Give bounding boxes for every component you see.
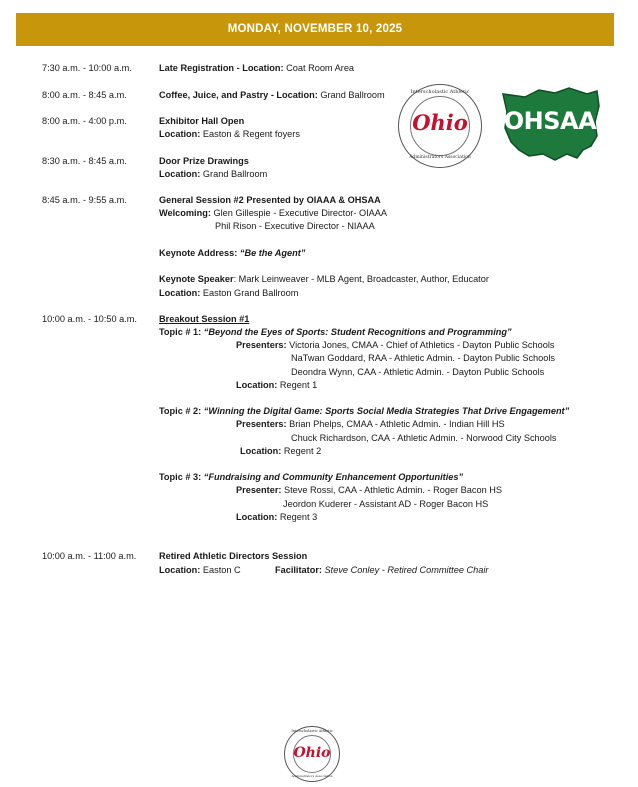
topic2-location-label: Location: xyxy=(240,446,282,456)
topic3-label: Topic # 3: xyxy=(159,472,204,482)
keynote-address-title: “Be the Agent” xyxy=(239,248,306,258)
facilitator-name: Steve Conley - Retired Committee Chair xyxy=(324,565,489,575)
topic2-presenter-1: Brian Phelps, CMAA - Athletic Admin. - Indian Hill HS xyxy=(286,419,505,429)
general-session-title: General Session #2 Presented by OIAAA & OHSAA xyxy=(159,195,381,205)
exhibitor-title: Exhibitor Hall Open xyxy=(159,116,245,126)
door-prize-title: Door Prize Drawings xyxy=(159,156,249,166)
late-registration-title: Late Registration xyxy=(159,63,235,73)
coffee-location: Grand Ballroom xyxy=(317,90,385,100)
topic3-line xyxy=(159,471,463,484)
topic1-location: Regent 1 xyxy=(277,380,318,390)
topic3-location: Regent 3 xyxy=(277,512,318,522)
topic2-title: “Winning the Digital Game: Sports Social Media Strategies That Drive Engagement” xyxy=(203,406,570,416)
topic1-presenters-line xyxy=(236,339,554,352)
keynote-speaker-line xyxy=(159,273,489,286)
topic1-location-line xyxy=(236,379,317,392)
retired-time: 10:00 a.m. - 11:00 a.m. xyxy=(42,551,137,561)
topic1-line xyxy=(159,326,512,339)
oiaaa-seal-word: Ohio xyxy=(412,110,468,135)
topic3-location-label: Location: xyxy=(236,512,278,522)
breakout-title: Breakout Session #1 xyxy=(159,314,250,324)
topic3-presenter-2: Jeordon Kuderer - Assistant AD - Roger Bacon HS xyxy=(283,499,489,509)
general-location: Easton Grand Ballroom xyxy=(200,288,299,298)
retired-location-line xyxy=(159,564,241,577)
keynote-address-line xyxy=(159,247,305,260)
general-session-time: 8:45 a.m. - 9:55 a.m. xyxy=(42,195,127,205)
page-title-banner xyxy=(16,13,614,46)
keynote-speaker: : Mark Leinweaver - MLB Agent, Broadcaster, Author, Educator xyxy=(233,274,489,284)
retired-location: Easton C xyxy=(200,565,241,575)
topic2-location-line xyxy=(240,445,321,458)
keynote-address-label: Keynote Address: xyxy=(159,248,240,258)
late-registration-time: 7:30 a.m. - 10:00 a.m. xyxy=(42,63,132,73)
general-location-label: Location: xyxy=(159,288,201,298)
oiaaa-seal-arc-top: Interscholastic Athletic xyxy=(410,89,470,95)
topic1-presenter-1: Victoria Jones, CMAA - Chief of Athletics - Dayton Public Schools xyxy=(286,340,555,350)
door-prize-time: 8:30 a.m. - 8:45 a.m. xyxy=(42,156,127,166)
door-prize-location: Grand Ballroom xyxy=(200,169,268,179)
topic3-presenter-1: Steve Rossi, CAA - Athletic Admin. - Roger Bacon HS xyxy=(281,485,503,495)
topic3-presenter-label: Presenter: xyxy=(236,485,282,495)
retired-title: Retired Athletic Directors Session xyxy=(159,551,308,561)
ohsaa-logo xyxy=(497,84,603,162)
topic2-location: Regent 2 xyxy=(281,446,322,456)
exhibitor-location: Easton & Regent foyers xyxy=(200,129,300,139)
footer-seal-arc-bottom: Administrators Association xyxy=(291,774,333,778)
exhibitor-location-line xyxy=(159,128,300,141)
breakout-time: 10:00 a.m. - 10:50 a.m. xyxy=(42,314,137,324)
exhibitor-location-label: Location: xyxy=(159,129,201,139)
topic2-line xyxy=(159,405,569,418)
topic2-presenter-2: Chuck Richardson, CAA - Athletic Admin. - Norwood City Schools xyxy=(291,433,557,443)
topic3-title: “Fundraising and Community Enhancement Opportunities” xyxy=(203,472,464,482)
topic1-presenters-label: Presenters: xyxy=(236,340,287,350)
coffee-line xyxy=(159,89,385,102)
topic2-presenters-line xyxy=(236,418,505,431)
page-title: MONDAY, NOVEMBER 10, 2025 xyxy=(227,23,403,35)
coffee-time: 8:00 a.m. - 8:45 a.m. xyxy=(42,90,127,100)
oiaaa-seal-arc-bottom: Administrators Association xyxy=(409,155,471,160)
general-location-line xyxy=(159,287,298,300)
topic2-presenters-label: Presenters: xyxy=(236,419,287,429)
topic1-presenter-2: NaTwan Goddard, RAA - Athletic Admin. - Dayton Public Schools xyxy=(291,353,556,363)
oiaaa-seal-logo xyxy=(398,84,482,168)
topic1-location-label: Location: xyxy=(236,380,278,390)
welcoming-1: Glen Gillespie - Executive Director- OIAAA xyxy=(210,208,388,218)
door-prize-location-line xyxy=(159,168,267,181)
late-registration-location-label: - Location: xyxy=(234,63,284,73)
late-registration-line xyxy=(159,62,354,75)
footer-seal-arc-top: Interscholastic Athletic xyxy=(291,729,333,733)
door-prize-location-label: Location: xyxy=(159,169,201,179)
facilitator-line xyxy=(275,564,488,577)
footer-seal-logo xyxy=(284,726,340,782)
welcoming-2: Phil Rison - Executive Director - NIAAA xyxy=(215,221,375,231)
facilitator-label: Facilitator: xyxy=(275,565,325,575)
topic1-label: Topic # 1: xyxy=(159,327,204,337)
late-registration-location: Coat Room Area xyxy=(283,63,355,73)
topic1-presenter-3: Deondra Wynn, CAA - Athletic Admin. - Dayton Public Schools xyxy=(291,367,545,377)
exhibitor-time: 8:00 a.m. - 4:00 p.m. xyxy=(42,116,127,126)
retired-location-label: Location: xyxy=(159,565,201,575)
keynote-speaker-label: Keynote Speaker xyxy=(159,274,234,284)
topic3-location-line xyxy=(236,511,317,524)
ohsaa-logo-text: OHSAA xyxy=(503,107,597,135)
welcoming-label: Welcoming: xyxy=(159,208,211,218)
topic2-label: Topic # 2: xyxy=(159,406,204,416)
coffee-title: Coffee, Juice, and Pastry - Location: xyxy=(159,90,318,100)
topic3-presenter-line xyxy=(236,484,502,497)
footer-seal-word: Ohio xyxy=(293,745,331,761)
topic1-title: “Beyond the Eyes of Sports: Student Recognitions and Programming” xyxy=(203,327,512,337)
welcoming-line xyxy=(159,207,387,220)
